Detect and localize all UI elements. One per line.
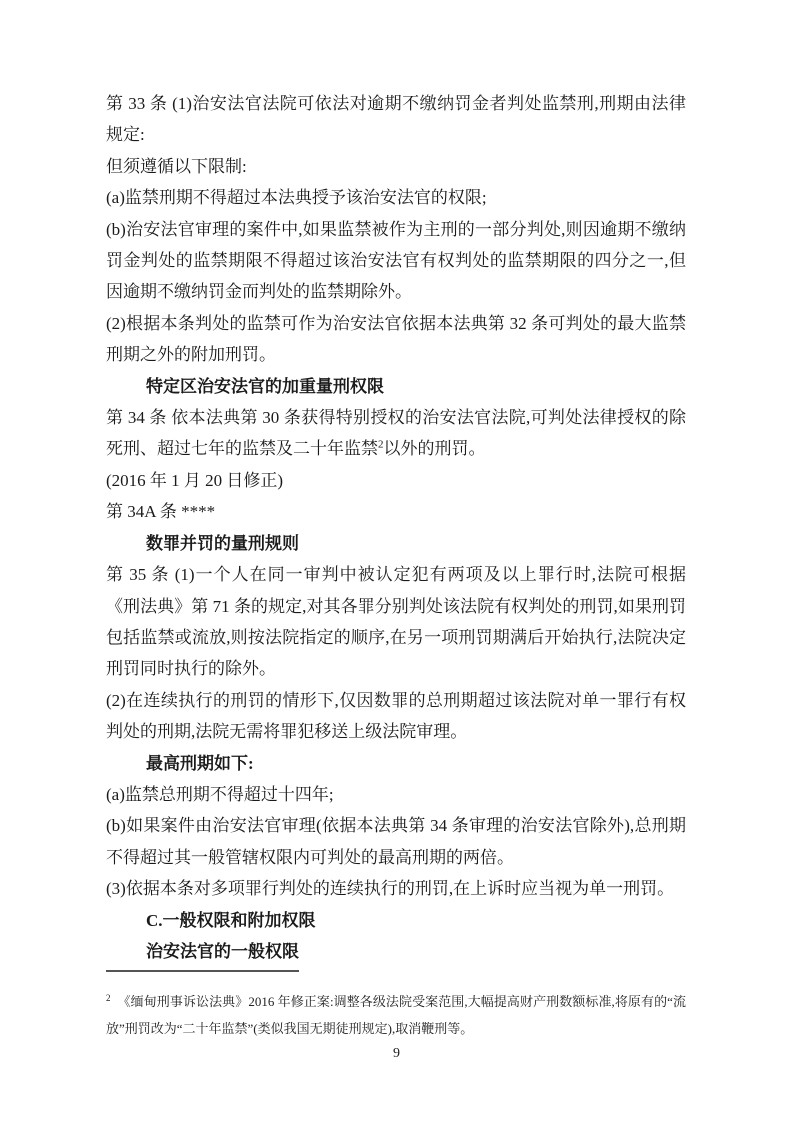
para-article-33-item-b: (b)治安法官审理的案件中,如果监禁被作为主刑的一部分判处,则因逾期不缴纳罚金判处的监禁期限不得超过该治安法官有权判处的监禁期限的四分之一,但因逾期不缴纳罚金而判处的监禁期除外。 — [106, 219, 686, 302]
footnote-2 — [106, 988, 686, 1042]
para-article-34 — [106, 402, 686, 465]
heading-maximum-terms: 最高刑期如下: — [146, 753, 254, 773]
heading-c-general-and-additional-powers: C.一般权限和附加权限 — [146, 910, 316, 930]
heading-multiple-offences-sentencing: 数罪并罚的量刑规则 — [146, 533, 299, 553]
para-amendment-date: (2016 年 1 月 20 日修正) — [106, 470, 284, 490]
footnote-area — [106, 970, 686, 1042]
para-article-35-3: (3)依据本条对多项罪行判处的连续执行的刑罚,在上诉时应当视为单一刑罚。 — [106, 879, 675, 899]
para-article-34-tail: 以外的刑罚。 — [383, 439, 486, 459]
para-article-34a: 第 34A 条 **** — [106, 502, 216, 522]
para-article-33-proviso: 但须遵循以下限制: — [106, 156, 247, 176]
para-article-35-item-a: (a)监禁总刑期不得超过十四年; — [106, 784, 334, 804]
footnote-separator-line — [106, 970, 299, 972]
para-article-33-item-a: (a)监禁刑期不得超过本法典授予该治安法官的权限; — [106, 188, 487, 208]
para-article-35-2: (2)在连续执行的刑罚的情形下,仅因数罪的总刑期超过该法院对单一罪行有权判处的刑期,法院无需将罪犯移送上级法院审理。 — [106, 690, 686, 742]
heading-magistrate-general-powers: 治安法官的一般权限 — [146, 941, 299, 961]
para-article-35-1: 第 35 条 (1)一个人在同一审判中被认定犯有两项及以上罪行时,法院可根据《刑法典》第 71 条的规定,对其各罪分别判处该法院有权判处的刑罚,如果刑罚包括监禁或流放,则按法院指定的顺序,在另一项刑罚期满后开始执行,法院决定刑罚同时执行的除外。 — [106, 565, 686, 679]
footnote-marker: 2 — [106, 992, 111, 1003]
footnote-reference-2: 2 — [378, 438, 384, 451]
para-article-33-1: 第 33 条 (1)治安法官法院可依法对逾期不缴纳罚金者判处监禁刑,刑期由法律规定: — [106, 94, 686, 145]
heading-special-district-magistrate-power: 特定区治安法官的加重量刑权限 — [146, 376, 384, 396]
para-article-34-text: 第 34 条 依本法典第 30 条获得特别授权的治安法官法院,可判处法律授权的除死刑、超过七年的监禁及二十年监禁 — [106, 408, 686, 459]
page-body — [106, 88, 686, 967]
para-article-35-item-b: (b)如果案件由治安法官审理(依据本法典第 34 条审理的治安法官除外),总刑期不得超过其一般管辖权限内可判处的最高刑期的两倍。 — [106, 816, 686, 867]
para-article-33-2: (2)根据本条判处的监禁可作为治安法官依据本法典第 32 条可判处的最大监禁刑期之外的附加刑罚。 — [106, 313, 686, 365]
footnote-text: 《缅甸刑事诉讼法典》2016 年修正案:调整各级法院受案范围,大幅提高财产刑数额标准,将原有的“流放”刑罚改为“二十年监禁”(类似我国无期徒刑规定),取消鞭刑等。 — [106, 994, 686, 1036]
page-number: 9 — [393, 1046, 400, 1061]
